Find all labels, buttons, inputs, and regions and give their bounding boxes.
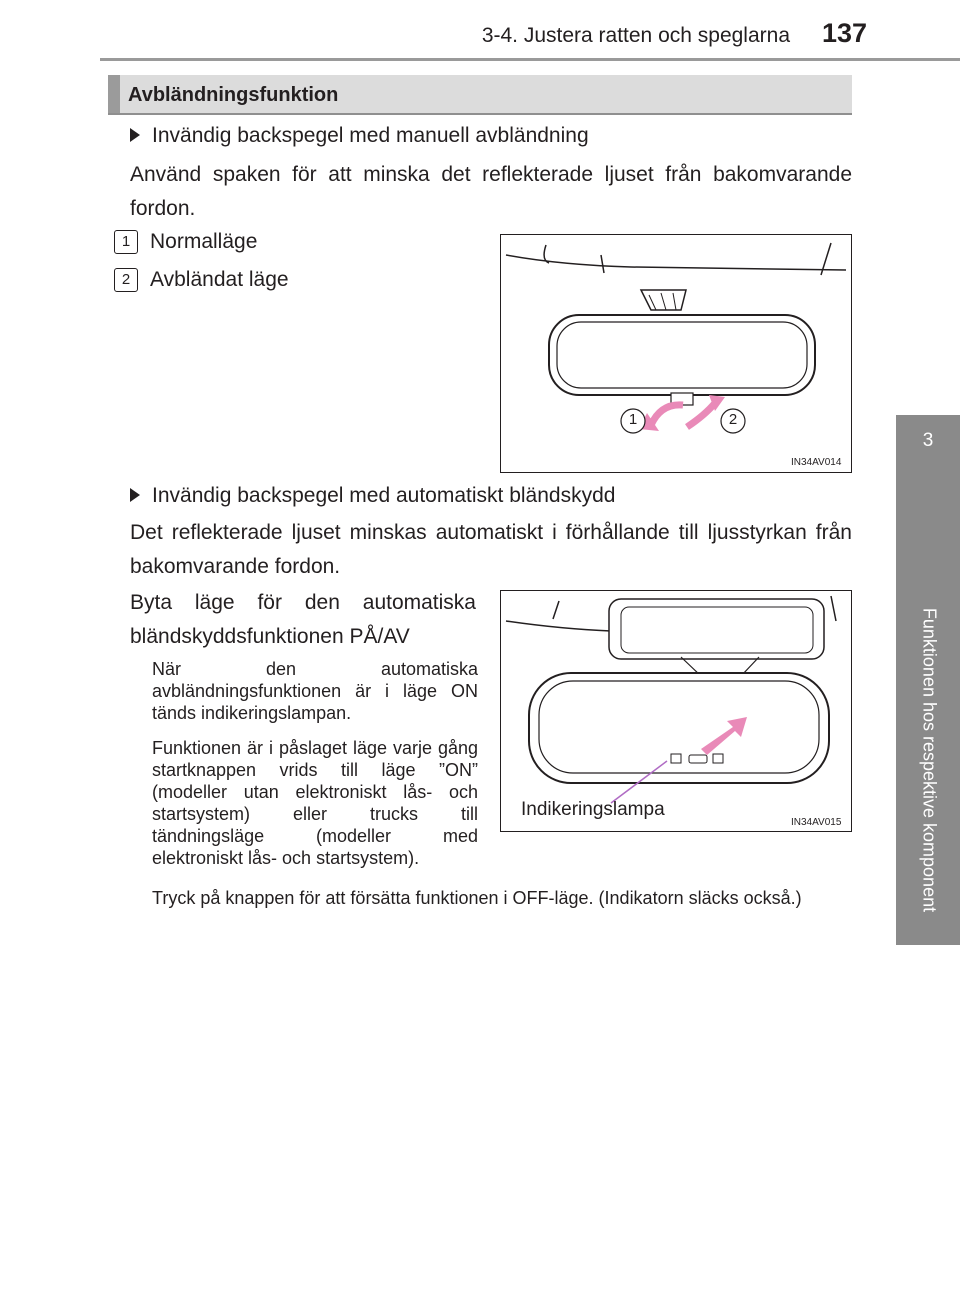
auto-mirror-illustration [501,591,851,831]
chapter-title: Funktionen hos respektive komponent [919,607,940,913]
auto-heading [130,484,615,508]
auto-note-1: När den automatiska avbländningsfunktionen är i läge ON tänds indikeringslampan. [152,659,478,723]
chapter-number: 3 [922,430,934,451]
manual-body: Använd spaken för att minska det reflekterade ljuset från bakomvarande fordon. [130,163,852,220]
manual-item-1 [114,230,257,254]
manual-item-1-label: Normalläge [150,230,258,253]
indicator-lamp-callout: Indikeringslampa [521,799,665,820]
header-section-title: 3-4. Justera ratten och speglarna [481,24,790,47]
auto-heading-text: Invändig backspegel med automatiskt bländskydd [152,484,616,507]
manual-item-2 [114,268,289,292]
auto-mirror-figure [500,590,852,832]
section-underline [108,113,852,115]
header-rule [100,58,960,61]
manual-mirror-figure [500,234,852,473]
manual-heading-text: Invändig backspegel med manuell avbländning [152,124,589,147]
manual-mirror-illustration [501,235,851,472]
manual-heading [130,124,589,148]
manual-item-2-label: Avbländat läge [150,268,289,291]
auto-note-2: Funktionen är i påslaget läge varje gång startknappen vrids till läge ”ON” (modeller utan elektroniskt lås- och startsystem) eller trucks till tändningsläge (modeller med elektroniskt lås- och startsystem). [152,738,478,868]
section-title: Avbländningsfunktion [128,84,339,106]
auto-note-3: Tryck på knappen för att försätta funktionen i OFF-läge. (Indikatorn släcks också.) [152,888,802,908]
figure-label-1: 1 [628,411,638,428]
triangle-bullet-icon [130,128,140,142]
section-bar-accent [108,75,120,113]
auto-body: Det reflekterade ljuset minskas automatiskt i förhållande till ljusstyrkan från bakomvarande fordon. [130,521,852,578]
number-badge-2: 2 [114,268,138,292]
triangle-bullet-icon [130,488,140,502]
page-number: 137 [822,18,868,48]
figure-code-1: IN34AV014 [791,457,842,468]
auto-switch-text: Byta läge för den automatiska bländskyddsfunktionen PÅ/AV [130,591,476,648]
figure-label-2: 2 [728,411,738,428]
number-badge-1: 1 [114,230,138,254]
figure-code-2: IN34AV015 [791,817,842,828]
